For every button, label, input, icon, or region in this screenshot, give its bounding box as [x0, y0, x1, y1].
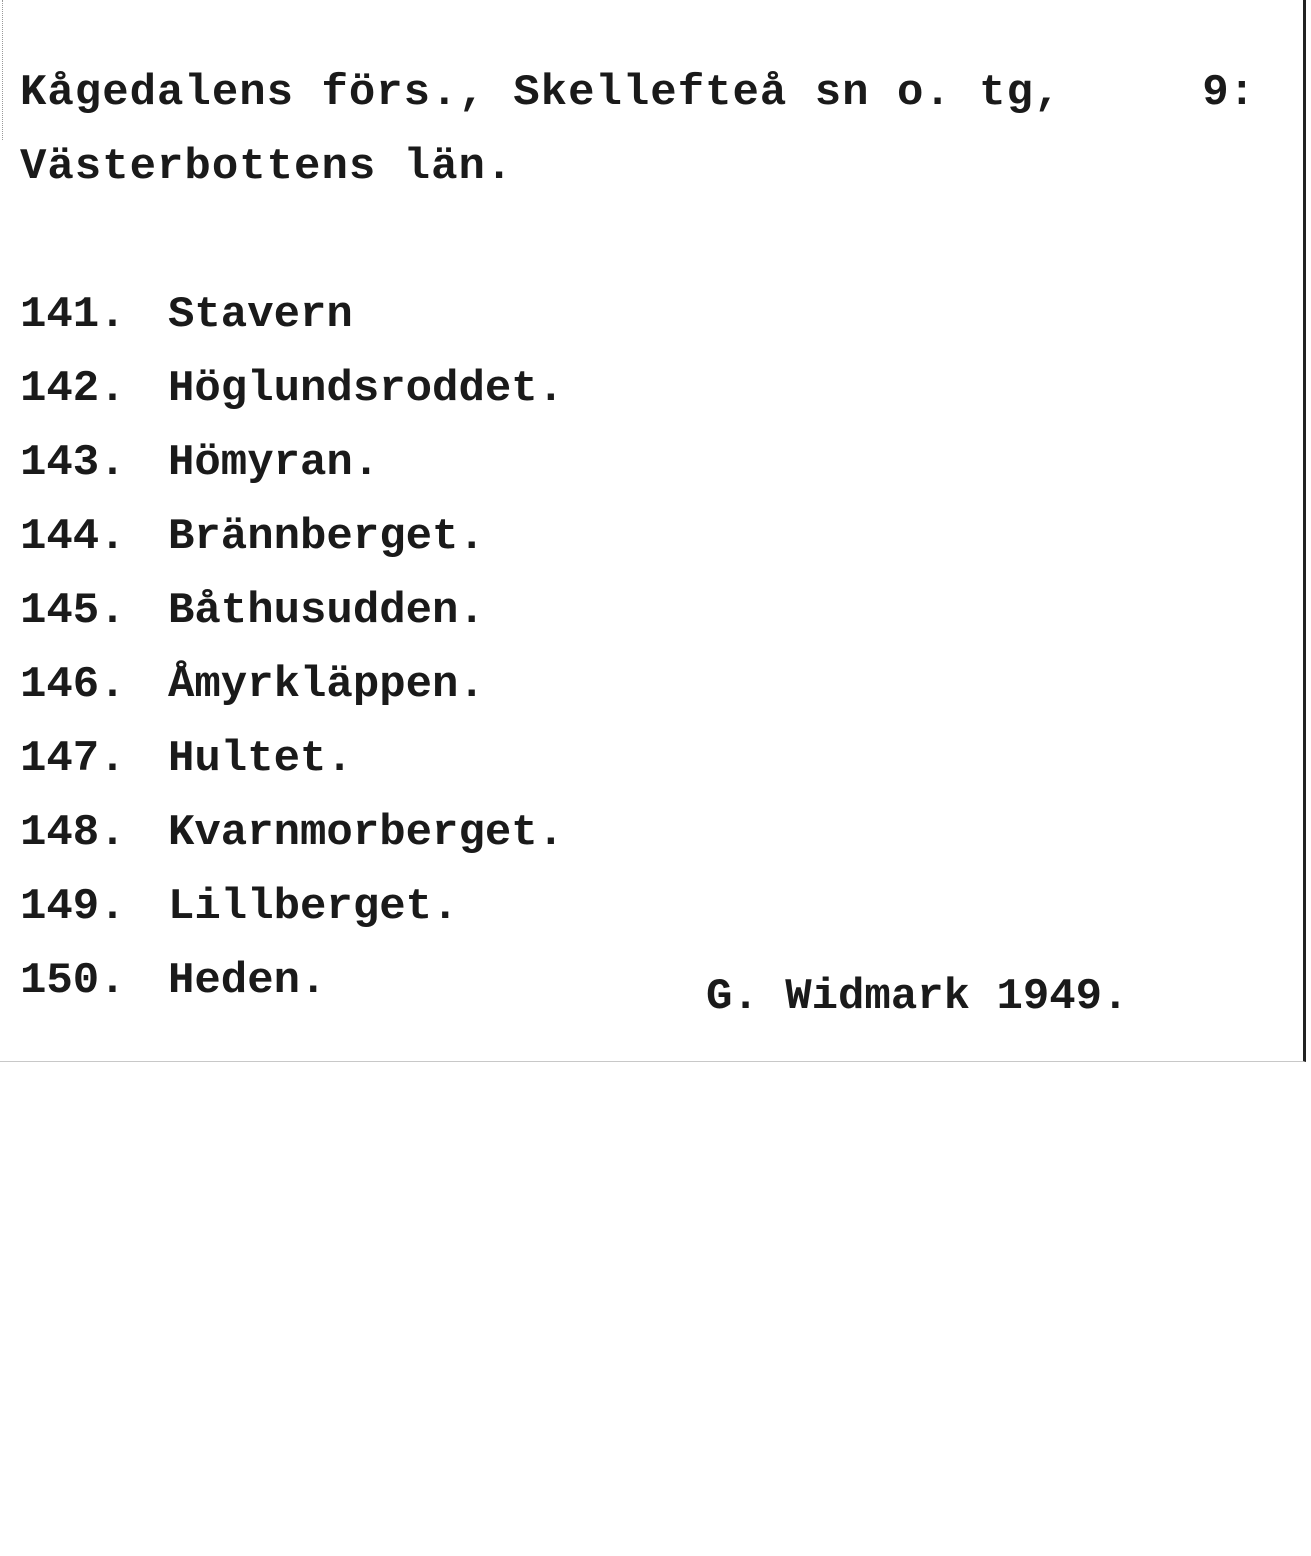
list-item — [20, 436, 564, 510]
entry-number: 150. — [20, 956, 126, 1006]
entry-number: 146. — [20, 660, 126, 710]
list-item — [20, 880, 564, 954]
list-item — [20, 954, 564, 1028]
entry-name: Höglundsroddet. — [168, 364, 565, 414]
list-item — [20, 584, 564, 658]
entry-number: 147. — [20, 734, 126, 784]
card-number: 9: — [1202, 68, 1255, 118]
list-item — [20, 510, 564, 584]
entry-number: 148. — [20, 808, 126, 858]
list-item — [20, 806, 564, 880]
place-name-list — [20, 288, 564, 1028]
list-item — [20, 658, 564, 732]
list-item — [20, 732, 564, 806]
entry-number: 141. — [20, 290, 126, 340]
entry-number: 145. — [20, 586, 126, 636]
entry-name: Lillberget. — [168, 882, 459, 932]
entry-name: Båthusudden. — [168, 586, 485, 636]
entry-name: Heden. — [168, 956, 327, 1006]
entry-name: Hultet. — [168, 734, 353, 784]
county-heading: Västerbottens län. — [20, 142, 514, 192]
entry-number: 149. — [20, 882, 126, 932]
entry-name: Brännberget. — [168, 512, 485, 562]
entry-number: 144. — [20, 512, 126, 562]
entry-number: 143. — [20, 438, 126, 488]
list-item — [20, 288, 564, 362]
entry-name: Stavern — [168, 290, 353, 340]
entry-number: 142. — [20, 364, 126, 414]
parish-heading: Kågedalens förs., Skellefteå sn o. tg, — [20, 68, 1062, 118]
author-signature: G. Widmark 1949. — [706, 972, 1129, 1022]
entry-name: Kvarnmorberget. — [168, 808, 565, 858]
entry-name: Hömyran. — [168, 438, 380, 488]
list-item — [20, 362, 564, 436]
entry-name: Åmyrkläppen. — [168, 660, 485, 710]
